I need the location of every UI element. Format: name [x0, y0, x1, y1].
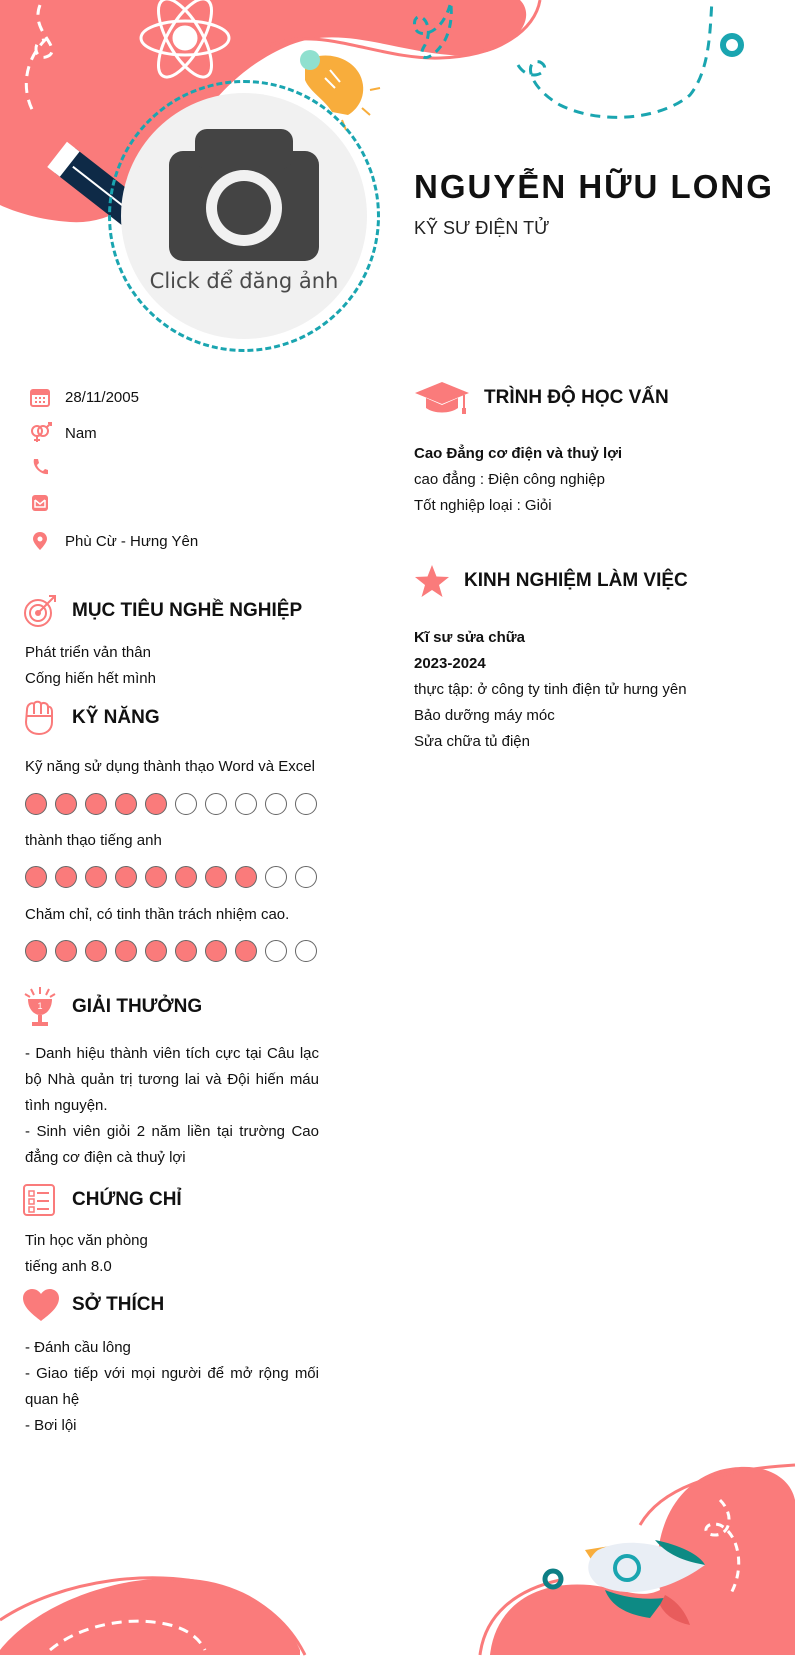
- rating-dot-empty: [295, 940, 317, 962]
- rating-dot-empty: [295, 866, 317, 888]
- dashed-curve-right: [518, 0, 712, 117]
- gender-icon: [28, 421, 52, 445]
- info-row-birthday: [28, 385, 139, 409]
- skill-rating: [25, 866, 317, 888]
- camera-icon: [169, 129, 319, 261]
- experience-line: Bảo dưỡng máy móc: [414, 707, 555, 724]
- rating-dot-filled: [85, 866, 107, 888]
- education-major: cao đẳng : Điện công nghiệp: [414, 471, 605, 488]
- career-goal-heading: [22, 593, 302, 629]
- rating-dot-empty: [175, 793, 197, 815]
- awards-title: GIẢI THƯỞNG: [72, 996, 203, 1017]
- rating-dot-filled: [25, 866, 47, 888]
- footer-decoration: [0, 1440, 800, 1675]
- experience-title: KINH NGHIỆM LÀM VIỆC: [464, 570, 688, 591]
- phone-icon: [28, 455, 52, 479]
- rating-dot-empty: [235, 793, 257, 815]
- calendar-icon: [28, 385, 52, 409]
- skills-heading: [22, 700, 160, 736]
- award-entry: - Sinh viên giỏi 2 năm liền tại trường Cao đẳng cơ điện cà thuỷ lợi: [25, 1123, 319, 1166]
- rating-dot-filled: [235, 940, 257, 962]
- job-title: KỸ SƯ ĐIỆN TỬ: [414, 218, 550, 238]
- rating-dot-filled: [55, 940, 77, 962]
- hobbies-heading: [22, 1288, 164, 1322]
- star-icon: [414, 564, 450, 598]
- award-entry: - Danh hiệu thành viên tích cực tại Câu lạc bộ Nhà quản trị tương lai và Đội hiến máu tình nguyện.: [25, 1045, 319, 1114]
- candidate-name: NGUYỄN HỮU LONG: [414, 168, 774, 205]
- rating-dot-filled: [205, 940, 227, 962]
- skill-label: Kỹ năng sử dụng thành thạo Word và Excel: [25, 758, 315, 775]
- education-grade: Tốt nghiệp loại : Giỏi: [414, 497, 552, 514]
- heart-icon: [22, 1288, 60, 1322]
- upload-photo-label[interactable]: Click để đăng ảnh: [149, 269, 339, 293]
- rating-dot-filled: [55, 793, 77, 815]
- career-goal-title: MỤC TIÊU NGHỀ NGHIỆP: [72, 600, 303, 621]
- fist-icon: [22, 700, 54, 736]
- graduation-cap-icon: [414, 380, 470, 416]
- experience-line: thực tập: ở công ty tinh điện tử hưng yên: [414, 681, 687, 698]
- avatar-upload[interactable]: [121, 93, 367, 339]
- certificate-item: Tin học văn phòng: [25, 1232, 148, 1249]
- birthday-value: 28/11/2005: [65, 388, 139, 406]
- rating-dot-filled: [115, 940, 137, 962]
- rating-dot-filled: [205, 866, 227, 888]
- rating-dot-filled: [85, 940, 107, 962]
- education-heading: [414, 380, 669, 416]
- rating-dot-filled: [25, 940, 47, 962]
- skill-label: Chăm chỉ, có tinh thần trách nhiệm cao.: [25, 906, 290, 923]
- info-row-gender: [28, 421, 97, 445]
- rating-dot-filled: [235, 866, 257, 888]
- info-row-phone: [28, 455, 52, 479]
- teal-ring-icon: [723, 36, 741, 54]
- hobbies-title: SỞ THÍCH: [72, 1294, 165, 1315]
- hobby-item: - Giao tiếp với mọi người để mở rộng mối quan hệ: [25, 1365, 319, 1408]
- certificate-item: tiếng anh 8.0: [25, 1258, 112, 1275]
- checklist-icon: [22, 1183, 56, 1217]
- education-title: TRÌNH ĐỘ HỌC VẤN: [484, 387, 669, 408]
- experience-position: Kĩ sư sửa chữa: [414, 629, 525, 646]
- career-goal-line: Phát triển vản thân: [25, 644, 151, 661]
- rating-dot-filled: [145, 866, 167, 888]
- target-icon: [22, 593, 58, 629]
- awards-heading: [22, 985, 202, 1029]
- rating-dot-empty: [265, 866, 287, 888]
- rating-dot-empty: [205, 793, 227, 815]
- rating-dot-filled: [25, 793, 47, 815]
- skill-rating: [25, 793, 317, 815]
- certificates-heading: [22, 1183, 182, 1217]
- teal-ring-bottom: [545, 1571, 561, 1587]
- svg-text:1: 1: [37, 1001, 43, 1011]
- experience-heading: [414, 564, 688, 598]
- coral-blob-bottom-left: [0, 1578, 300, 1655]
- hobby-item: - Đánh cầu lông: [25, 1339, 131, 1356]
- hobby-item: - Bơi lội: [25, 1417, 77, 1434]
- info-row-location: [28, 529, 199, 553]
- avatar-frame: [108, 80, 380, 352]
- rating-dot-filled: [175, 940, 197, 962]
- rating-dot-filled: [145, 793, 167, 815]
- rating-dot-filled: [55, 866, 77, 888]
- rating-dot-empty: [265, 940, 287, 962]
- certificates-title: CHỨNG CHỈ: [72, 1189, 182, 1210]
- info-row-email: [28, 491, 52, 515]
- rating-dot-empty: [265, 793, 287, 815]
- gender-value: Nam: [65, 424, 97, 442]
- skills-title: KỸ NĂNG: [72, 707, 160, 728]
- experience-line: Sửa chữa tủ điện: [414, 733, 530, 750]
- rating-dot-filled: [115, 866, 137, 888]
- career-goal-line: Cống hiến hết mình: [25, 670, 156, 687]
- trophy-icon: [22, 985, 58, 1029]
- skill-label: thành thạo tiếng anh: [25, 832, 162, 849]
- rating-dot-filled: [85, 793, 107, 815]
- email-icon: [28, 491, 52, 515]
- school-name: Cao Đẳng cơ điện và thuỷ lợi: [414, 445, 623, 462]
- rating-dot-empty: [295, 793, 317, 815]
- location-value: Phù Cừ - Hưng Yên: [65, 532, 199, 550]
- location-icon: [28, 529, 52, 553]
- skill-rating: [25, 940, 317, 962]
- rating-dot-filled: [145, 940, 167, 962]
- rating-dot-filled: [175, 866, 197, 888]
- rating-dot-filled: [115, 793, 137, 815]
- experience-period: 2023-2024: [414, 655, 486, 672]
